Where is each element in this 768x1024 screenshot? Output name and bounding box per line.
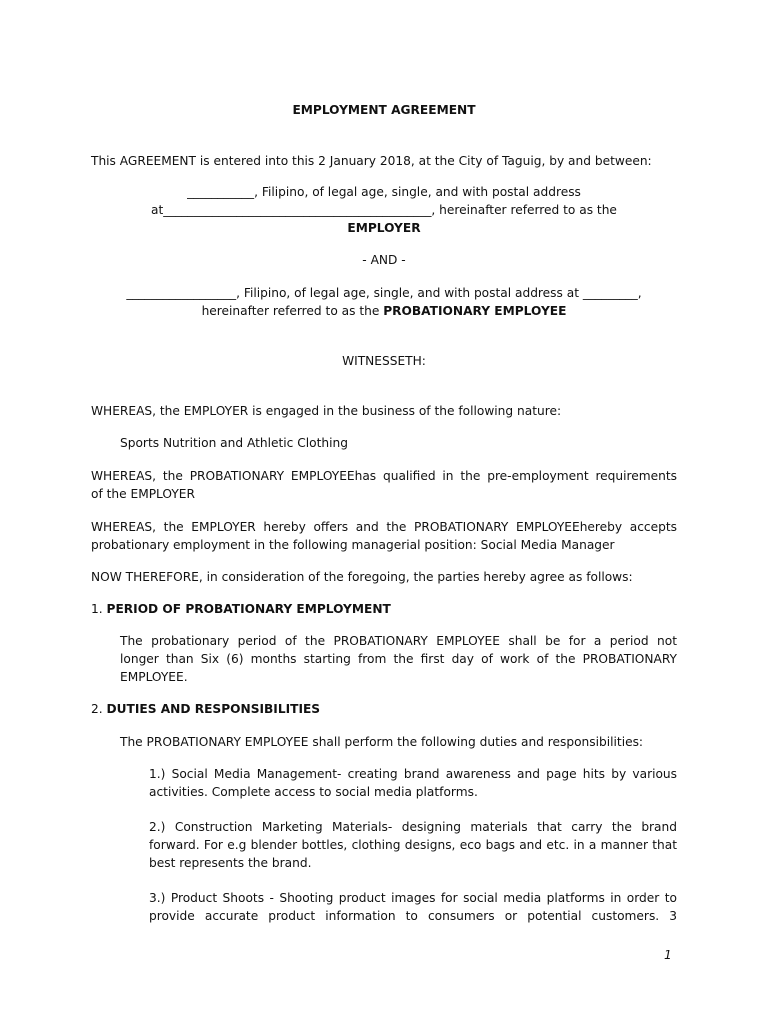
whereas-2-line-1: WHEREAS, the PROBATIONARY EMPLOYEEhas qualified in the pre-employment requirements xyxy=(91,469,677,483)
duty-2-line-2: forward. For e.g blender bottles, clothing designs, eco bags and etc. in a manner that xyxy=(149,838,677,852)
duty-2-line-1: 2.) Construction Marketing Materials- designing materials that carry the brand xyxy=(149,820,677,834)
employer-line-2: at____________________________________________, hereinafter referred to as the xyxy=(151,203,617,217)
section-1-line-1: The probationary period of the PROBATIONARY EMPLOYEE shall be for a period not xyxy=(120,634,677,648)
section-2-heading xyxy=(91,700,320,718)
employee-line-2-prefix: hereinafter referred to as the xyxy=(201,304,384,318)
whereas-1: WHEREAS, the EMPLOYER is engaged in the business of the following nature: xyxy=(91,404,562,418)
duty-1-line-2: activities. Complete access to social media platforms. xyxy=(149,785,478,799)
business-nature: Sports Nutrition and Athletic Clothing xyxy=(120,436,348,450)
section-1-number: 1. xyxy=(91,602,107,616)
section-2-intro: The PROBATIONARY EMPLOYEE shall perform the following duties and responsibilities: xyxy=(120,735,644,749)
intro-paragraph: This AGREEMENT is entered into this 2 January 2018, at the City of Taguig, by and between: xyxy=(91,154,652,168)
now-therefore: NOW THEREFORE, in consideration of the foregoing, the parties hereby agree as follows: xyxy=(91,570,633,584)
whereas-3-line-1: WHEREAS, the EMPLOYER hereby offers and the PROBATIONARY EMPLOYEEhereby accepts xyxy=(91,520,677,534)
duty-3-line-1: 3.) Product Shoots - Shooting product images for social media platforms in order to xyxy=(149,891,677,905)
employer-line-1: ___________, Filipino, of legal age, single, and with postal address xyxy=(187,185,581,199)
section-1-line-3: EMPLOYEE. xyxy=(120,670,188,684)
employee-line-1: __________________, Filipino, of legal age, single, and with postal address at _________, xyxy=(126,286,642,300)
section-1-heading xyxy=(91,600,391,618)
duty-3-line-2: provide accurate product information to consumers or potential customers. 3 xyxy=(149,909,677,923)
whereas-2-line-2: of the EMPLOYER xyxy=(91,487,195,501)
witnesseth-heading: WITNESSETH: xyxy=(342,354,426,368)
employer-label: EMPLOYER xyxy=(347,221,421,235)
duty-2-line-3: best represents the brand. xyxy=(149,856,312,870)
document-title: EMPLOYMENT AGREEMENT xyxy=(292,103,476,117)
duty-1-line-1: 1.) Social Media Management- creating brand awareness and page hits by various xyxy=(149,767,677,781)
section-1-line-2: longer than Six (6) months starting from the first day of work of the PROBATIONARY xyxy=(120,652,677,666)
page-number: 1 xyxy=(664,948,672,962)
section-2-number: 2. xyxy=(91,702,107,716)
employee-line-2 xyxy=(60,302,708,320)
section-2-title: DUTIES AND RESPONSIBILITIES xyxy=(106,702,321,716)
section-1-title: PERIOD OF PROBATIONARY EMPLOYMENT xyxy=(106,602,391,616)
whereas-3-line-2: probationary employment in the following managerial position: Social Media Manager xyxy=(91,538,615,552)
and-separator: - AND - xyxy=(362,253,406,267)
employee-label: PROBATIONARY EMPLOYEE xyxy=(383,304,567,318)
